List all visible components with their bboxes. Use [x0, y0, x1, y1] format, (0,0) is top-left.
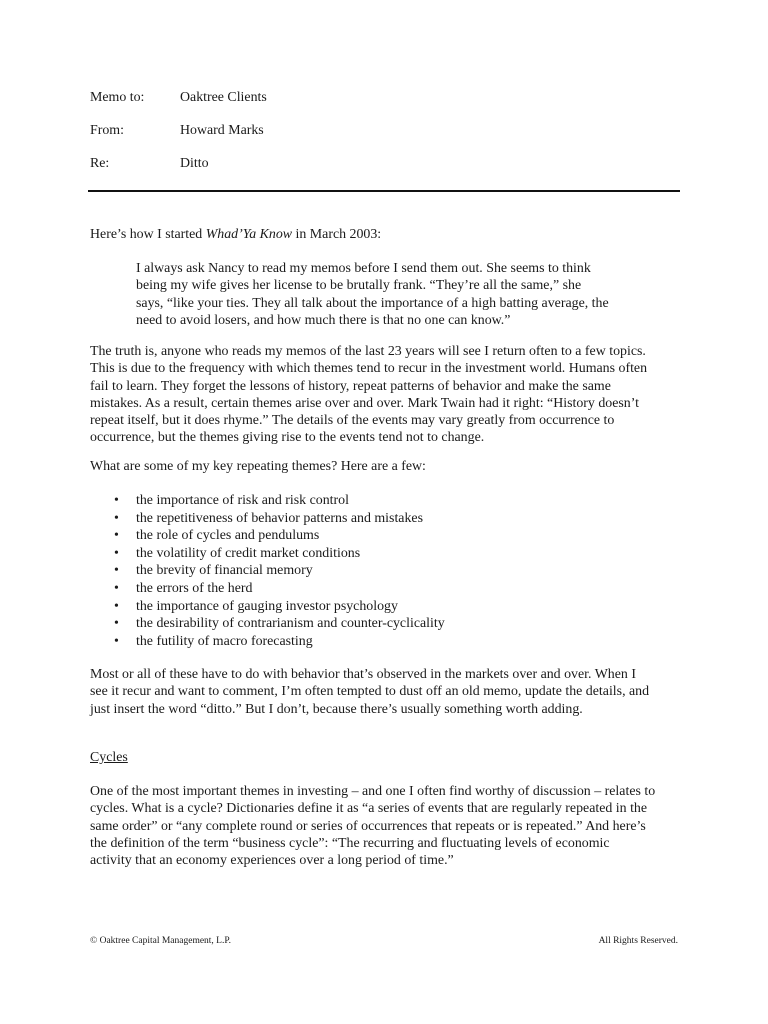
quote-line: need to avoid losers, and how much there is that no one can know.” [136, 312, 511, 328]
list-item-text: the importance of gauging investor psychology [136, 598, 398, 614]
list-item [90, 633, 445, 651]
bullet-icon: • [114, 493, 119, 508]
list-item [90, 562, 445, 580]
list-item-text: the errors of the herd [136, 580, 253, 596]
paragraph-line: mistakes. As a result, certain themes arise over and over. Mark Twain had it right: “History doesn’t [90, 395, 639, 411]
bullet-icon: • [114, 563, 119, 579]
paragraph-line: fail to learn. They forget the lessons of history, repeat patterns of behavior and make the same [90, 378, 611, 394]
list-item-text: the brevity of financial memory [136, 563, 313, 579]
intro-text-after: in March 2003: [292, 227, 382, 242]
paragraph-line: One of the most important themes in investing – and one I often find worthy of discussion – relates to [90, 784, 656, 799]
from-label: From: [90, 123, 124, 138]
paragraph-recurring-themes [90, 343, 682, 447]
paragraph-line: same order” or “any complete round or series of occurrences that repeats or is repeated.” And here’s [90, 818, 646, 834]
list-item [90, 598, 445, 616]
paragraph-line: cycles. What is a cycle? Dictionaries define it as “a series of events that are regularly repeated in the [90, 801, 648, 817]
paragraph-ditto [90, 666, 682, 718]
list-item [90, 545, 445, 563]
memo-to-value: Oaktree Clients [180, 90, 267, 105]
paragraph-line: This is due to the frequency with which themes tend to recur in the investment world. Humans often [90, 361, 648, 377]
from-value: Howard Marks [180, 123, 264, 138]
block-quote [136, 260, 656, 329]
header-divider [88, 190, 680, 192]
re-label: Re: [90, 156, 110, 171]
list-item-text: the repetitiveness of behavior patterns and mistakes [136, 510, 423, 526]
bullet-icon: • [114, 633, 119, 649]
paragraph-line: repeat itself, but it does rhyme.” The details of the events may vary greatly from occurrence to [90, 413, 615, 429]
list-item [90, 527, 445, 545]
quote-line: says, “like your ties. They all talk about the importance of a high batting average, the [136, 295, 609, 311]
paragraph-cycles [90, 783, 682, 869]
paragraph-line: Most or all of these have to do with behavior that’s observed in the markets over and over. When I [90, 667, 636, 682]
paragraph-line: just insert the word “ditto.” But I don’t, because there’s usually something worth adding. [90, 701, 583, 717]
bullet-icon: • [114, 580, 119, 596]
quote-line: being my wife gives her license to be brutally frank. “They’re all the same,” she [136, 278, 582, 294]
paragraph-themes-intro: What are some of my key repeating themes? Here are a few: [90, 459, 426, 474]
list-item-text: the futility of macro forecasting [136, 633, 313, 649]
bullet-icon: • [114, 528, 119, 544]
list-item [90, 615, 445, 633]
bullet-icon: • [114, 545, 119, 561]
list-item [90, 492, 445, 510]
bullet-icon: • [114, 616, 119, 632]
intro-paragraph [90, 226, 682, 243]
quote-line: I always ask Nancy to read my memos before I send them out. She seems to think [136, 261, 591, 276]
footer-rights: All Rights Reserved. [598, 936, 678, 946]
bullet-icon: • [114, 598, 119, 614]
intro-text-before: Here’s how I started [90, 227, 206, 242]
list-item [90, 580, 445, 598]
re-value: Ditto [180, 156, 209, 171]
list-item-text: the role of cycles and pendulums [136, 528, 320, 544]
list-item-text: the volatility of credit market conditions [136, 545, 361, 561]
memo-title-reference: Whad’Ya Know [205, 227, 293, 242]
paragraph-line: The truth is, anyone who reads my memos of the last 23 years will see I return often to a few topics. [90, 344, 646, 359]
bullet-icon: • [114, 510, 119, 526]
paragraph-line: the definition of the term “business cycle”: “The recurring and fluctuating levels of economic [90, 835, 610, 851]
memo-to-label: Memo to: [90, 90, 145, 105]
section-heading-cycles: Cycles [90, 750, 128, 765]
themes-list [90, 492, 445, 650]
paragraph-line: see it recur and want to comment, I’m often tempted to dust off an old memo, update the details, and [90, 684, 650, 700]
list-item-text: the desirability of contrarianism and counter-cyclicality [136, 616, 445, 632]
footer-copyright: © Oaktree Capital Management, L.P. [90, 936, 231, 946]
paragraph-line: activity that an economy experiences over a long period of time.” [90, 853, 454, 869]
paragraph-line: occurrence, but the themes giving rise to the events tend not to change. [90, 430, 485, 446]
list-item-text: the importance of risk and risk control [136, 493, 349, 508]
list-item [90, 510, 445, 528]
